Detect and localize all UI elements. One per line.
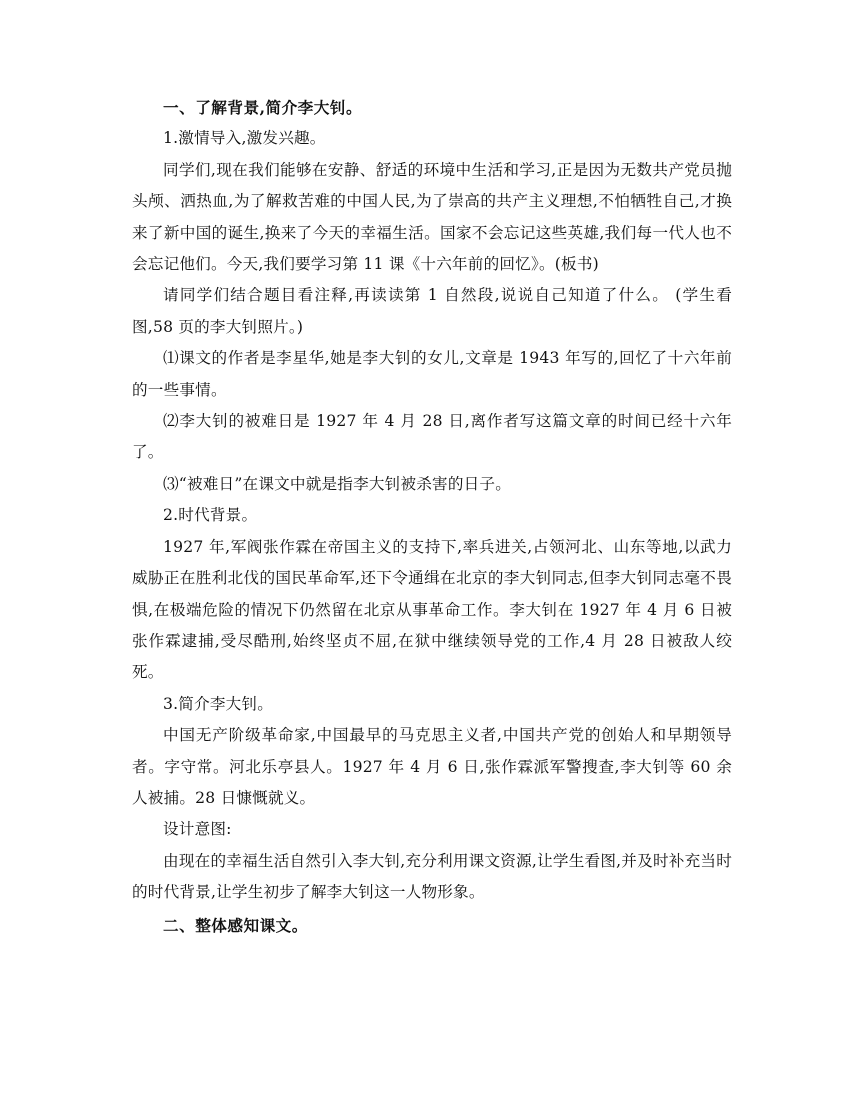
subheading-biography: 3.简介李大钊。 bbox=[163, 694, 274, 713]
section-heading-1: 一、了解背景,简介李大钊。 bbox=[163, 98, 363, 117]
list-item-1: ⑴课文的作者是李星华,她是李大钊的女儿,文章是 1943 年写的,回忆了十六年前的一些事情。 bbox=[132, 349, 732, 399]
paragraph-background: 1927 年,军阀张作霖在帝国主义的支持下,率兵进关,占领河北、山东等地,以武力威胁正在胜利北伐的国民革命军,还下令通缉在北京的李大钊同志,但李大钊同志毫不畏惧,在极端危险的情况下仍然留在北京从事革命工作。李大钊在 1927 年 4 月 6 日被张作霖逮捕,受尽酷刑,始终坚贞不屈,在狱中继续领导党的工作,4 月 28 日被敌人绞死。 bbox=[132, 537, 732, 682]
subheading-background: 2.时代背景。 bbox=[163, 506, 258, 525]
list-item-3: ⑶“被难日”在课文中就是指李大钊被杀害的日子。 bbox=[163, 474, 512, 493]
paragraph-design-intent: 由现在的幸福生活自然引入李大钊,充分利用课文资源,让学生看图,并及时补充当时的时代背景,让学生初步了解李大钊这一人物形象。 bbox=[132, 851, 732, 902]
paragraph-instruction: 请同学们结合题目看注释,再读读第 1 自然段,说说自己知道了什么。 (学生看图,58 页的李大钊照片。) bbox=[132, 286, 732, 336]
list-item-2: ⑵李大钊的被难日是 1927 年 4 月 28 日,离作者写这篇文章的时间已经十六年了。 bbox=[132, 412, 732, 462]
section-heading-2: 二、整体感知课文。 bbox=[163, 915, 308, 935]
document-body bbox=[132, 92, 732, 941]
subheading-design-intent: 设计意图: bbox=[163, 820, 232, 839]
subheading-intro: 1.激情导入,激发兴趣。 bbox=[163, 129, 326, 148]
paragraph-intro: 同学们,现在我们能够在安静、舒适的环境中生活和学习,正是因为无数共产党员抛头颅、洒热血,为了解救苦难的中国人民,为了崇高的共产主义理想,不怕牺牲自己,才换来了新中国的诞生,换来了今天的幸福生活。国家不会忘记这些英雄,我们每一代人也不会忘记他们。今天,我们要学习第 11 课《十六年前的回忆》。(板书) bbox=[132, 160, 732, 274]
paragraph-biography: 中国无产阶级革命家,中国最早的马克思主义者,中国共产党的创始人和早期领导者。字守常。河北乐亭县人。1927 年 4 月 6 日,张作霖派军警搜查,李大钊等 60 余人被捕。28 日慷慨就义。 bbox=[132, 726, 732, 807]
